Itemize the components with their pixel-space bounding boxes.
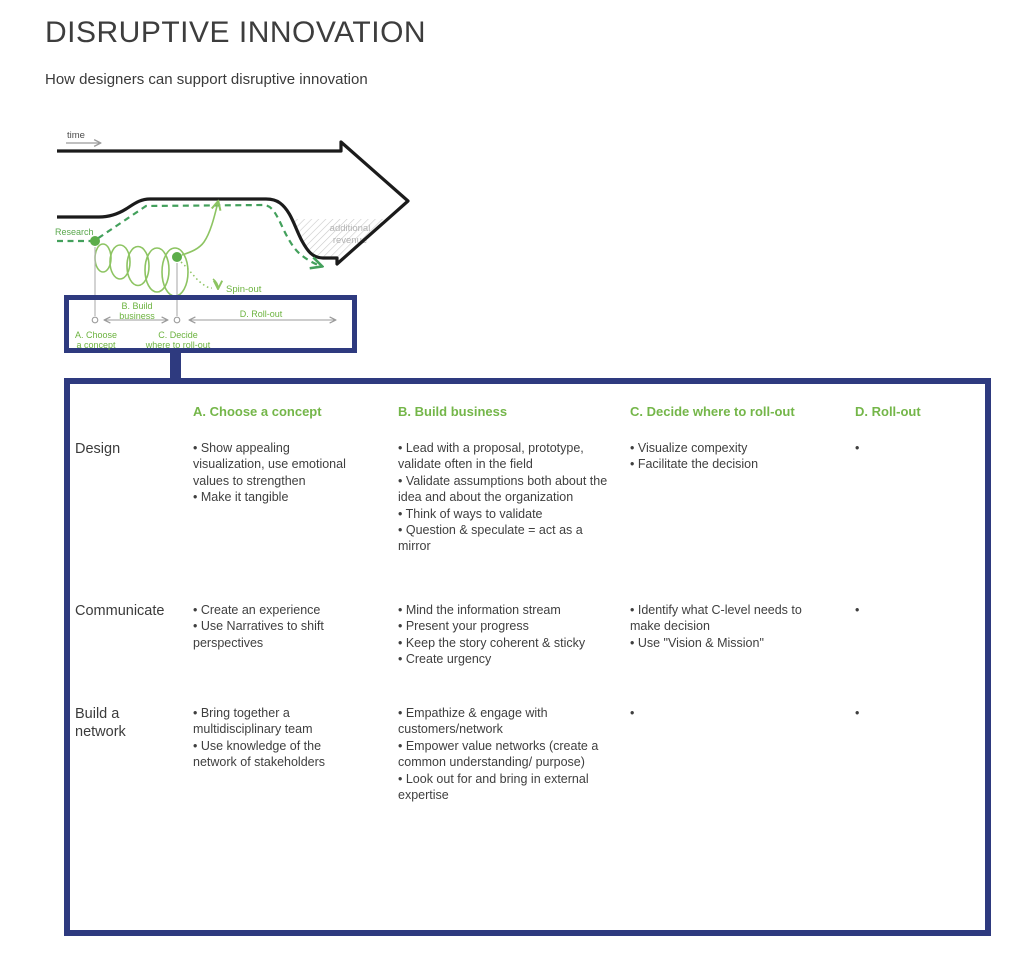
bullet-item: • [630,706,635,720]
matrix-panel [64,378,991,936]
bullet-item: • Create an experience [193,603,321,617]
time-axis-label: time [67,130,85,141]
matrix-cell [630,703,855,803]
column-header: A. Choose a concept [193,404,322,419]
bullet-item: • Bring together a multidisciplinary team [193,706,313,737]
bullet-item: • Use Narratives to shift perspectives [193,619,324,650]
phase-a-label-line2: a concept [76,340,116,350]
bullet-item: • [855,603,860,617]
bullet-item: • Keep the story coherent & sticky [398,635,586,650]
bullet-item: • [855,706,860,720]
matrix-cell [193,438,398,600]
bullet-item: • Present your progress [398,619,529,634]
matrix-cell [630,600,855,703]
row-label: Build a network [75,706,126,740]
bullet-item: • Visualize compexity [630,441,748,455]
matrix-cell [398,600,630,703]
bullet-item: • Use knowledge of the network of stakeholders [193,738,326,770]
row-label: Design [75,441,121,457]
bullet-item: • Make it tangible [193,490,289,505]
legend-to-table-connector [170,353,181,379]
spin-out-arrow-icon [213,279,218,288]
phase-a-label-line1: A. Choose [74,330,118,340]
additional-revenue-label-line1: additional [329,223,371,234]
decision-dot-a [90,236,100,246]
bullet-item: • Empathize & engage with customers/network [398,706,548,737]
matrix-cell [855,703,985,803]
bullet-item: • Think of ways to validate [398,506,543,521]
bullet-item: • Show appealing visualization, use emotional values to strengthen [193,441,346,488]
column-header: D. Roll-out [855,404,921,419]
matrix-cell [398,438,630,600]
matrix-corner-cell [70,384,193,438]
bullet-item: • Look out for and bring in external expertise [398,771,589,803]
revenue-arrow-outline [57,142,408,264]
research-label: Research [55,227,94,237]
dropline-end-circle-a [92,317,98,323]
bullet-item: • Use "Vision & Mission" [630,635,764,650]
page-subtitle: How designers can support disruptive innovation [45,71,368,88]
phase-b-label-line2: business [119,311,155,321]
column-header: C. Decide where to roll-out [630,404,795,419]
column-header: B. Build business [398,404,508,419]
matrix-row [70,703,985,803]
bullet-item: • [855,441,860,455]
innovation-curve-diagram [0,0,440,390]
dropline-end-circle-c [174,317,180,323]
matrix-header-row [70,384,985,438]
matrix-cell [193,703,398,803]
bullet-item: • Facilitate the decision [630,457,759,472]
bullet-item: • Identify what C-level needs to make decision [630,603,802,634]
bullet-item: • Mind the information stream [398,603,561,617]
matrix-table [70,384,985,803]
bullet-item: • Create urgency [398,652,492,667]
bullet-item: • Validate assumptions both about the idea and about the organization [398,473,608,505]
matrix-cell [398,703,630,803]
matrix-row [70,438,985,600]
matrix-row [70,600,985,703]
matrix-cell [855,438,985,600]
row-label: Communicate [75,603,165,619]
phase-d-label: D. Roll-out [239,309,283,319]
page-title: DISRUPTIVE INNOVATION [45,16,427,49]
additional-revenue-label-line2: revenue [332,235,368,246]
bullet-item: • Lead with a proposal, prototype, validate often in the field [398,441,584,472]
iteration-spiral [95,244,188,296]
scale-up-line [182,202,218,255]
matrix-cell [855,600,985,703]
phase-labels [75,301,283,350]
bullet-item: • Question & speculate = act as a mirror [398,523,583,554]
matrix-cell [193,600,398,703]
decision-dot-c [172,252,182,262]
bullet-item: • Empower value networks (create a common understanding/ purpose) [398,738,599,770]
innovation-dashed-path [57,205,321,266]
matrix-cell [630,438,855,600]
phase-b-label-line1: B. Build [121,301,153,311]
phase-c-label-line1: C. Decide [158,330,198,340]
spin-out-label: Spin-out [226,284,262,295]
phase-c-label-line2: where to roll-out [145,340,211,350]
